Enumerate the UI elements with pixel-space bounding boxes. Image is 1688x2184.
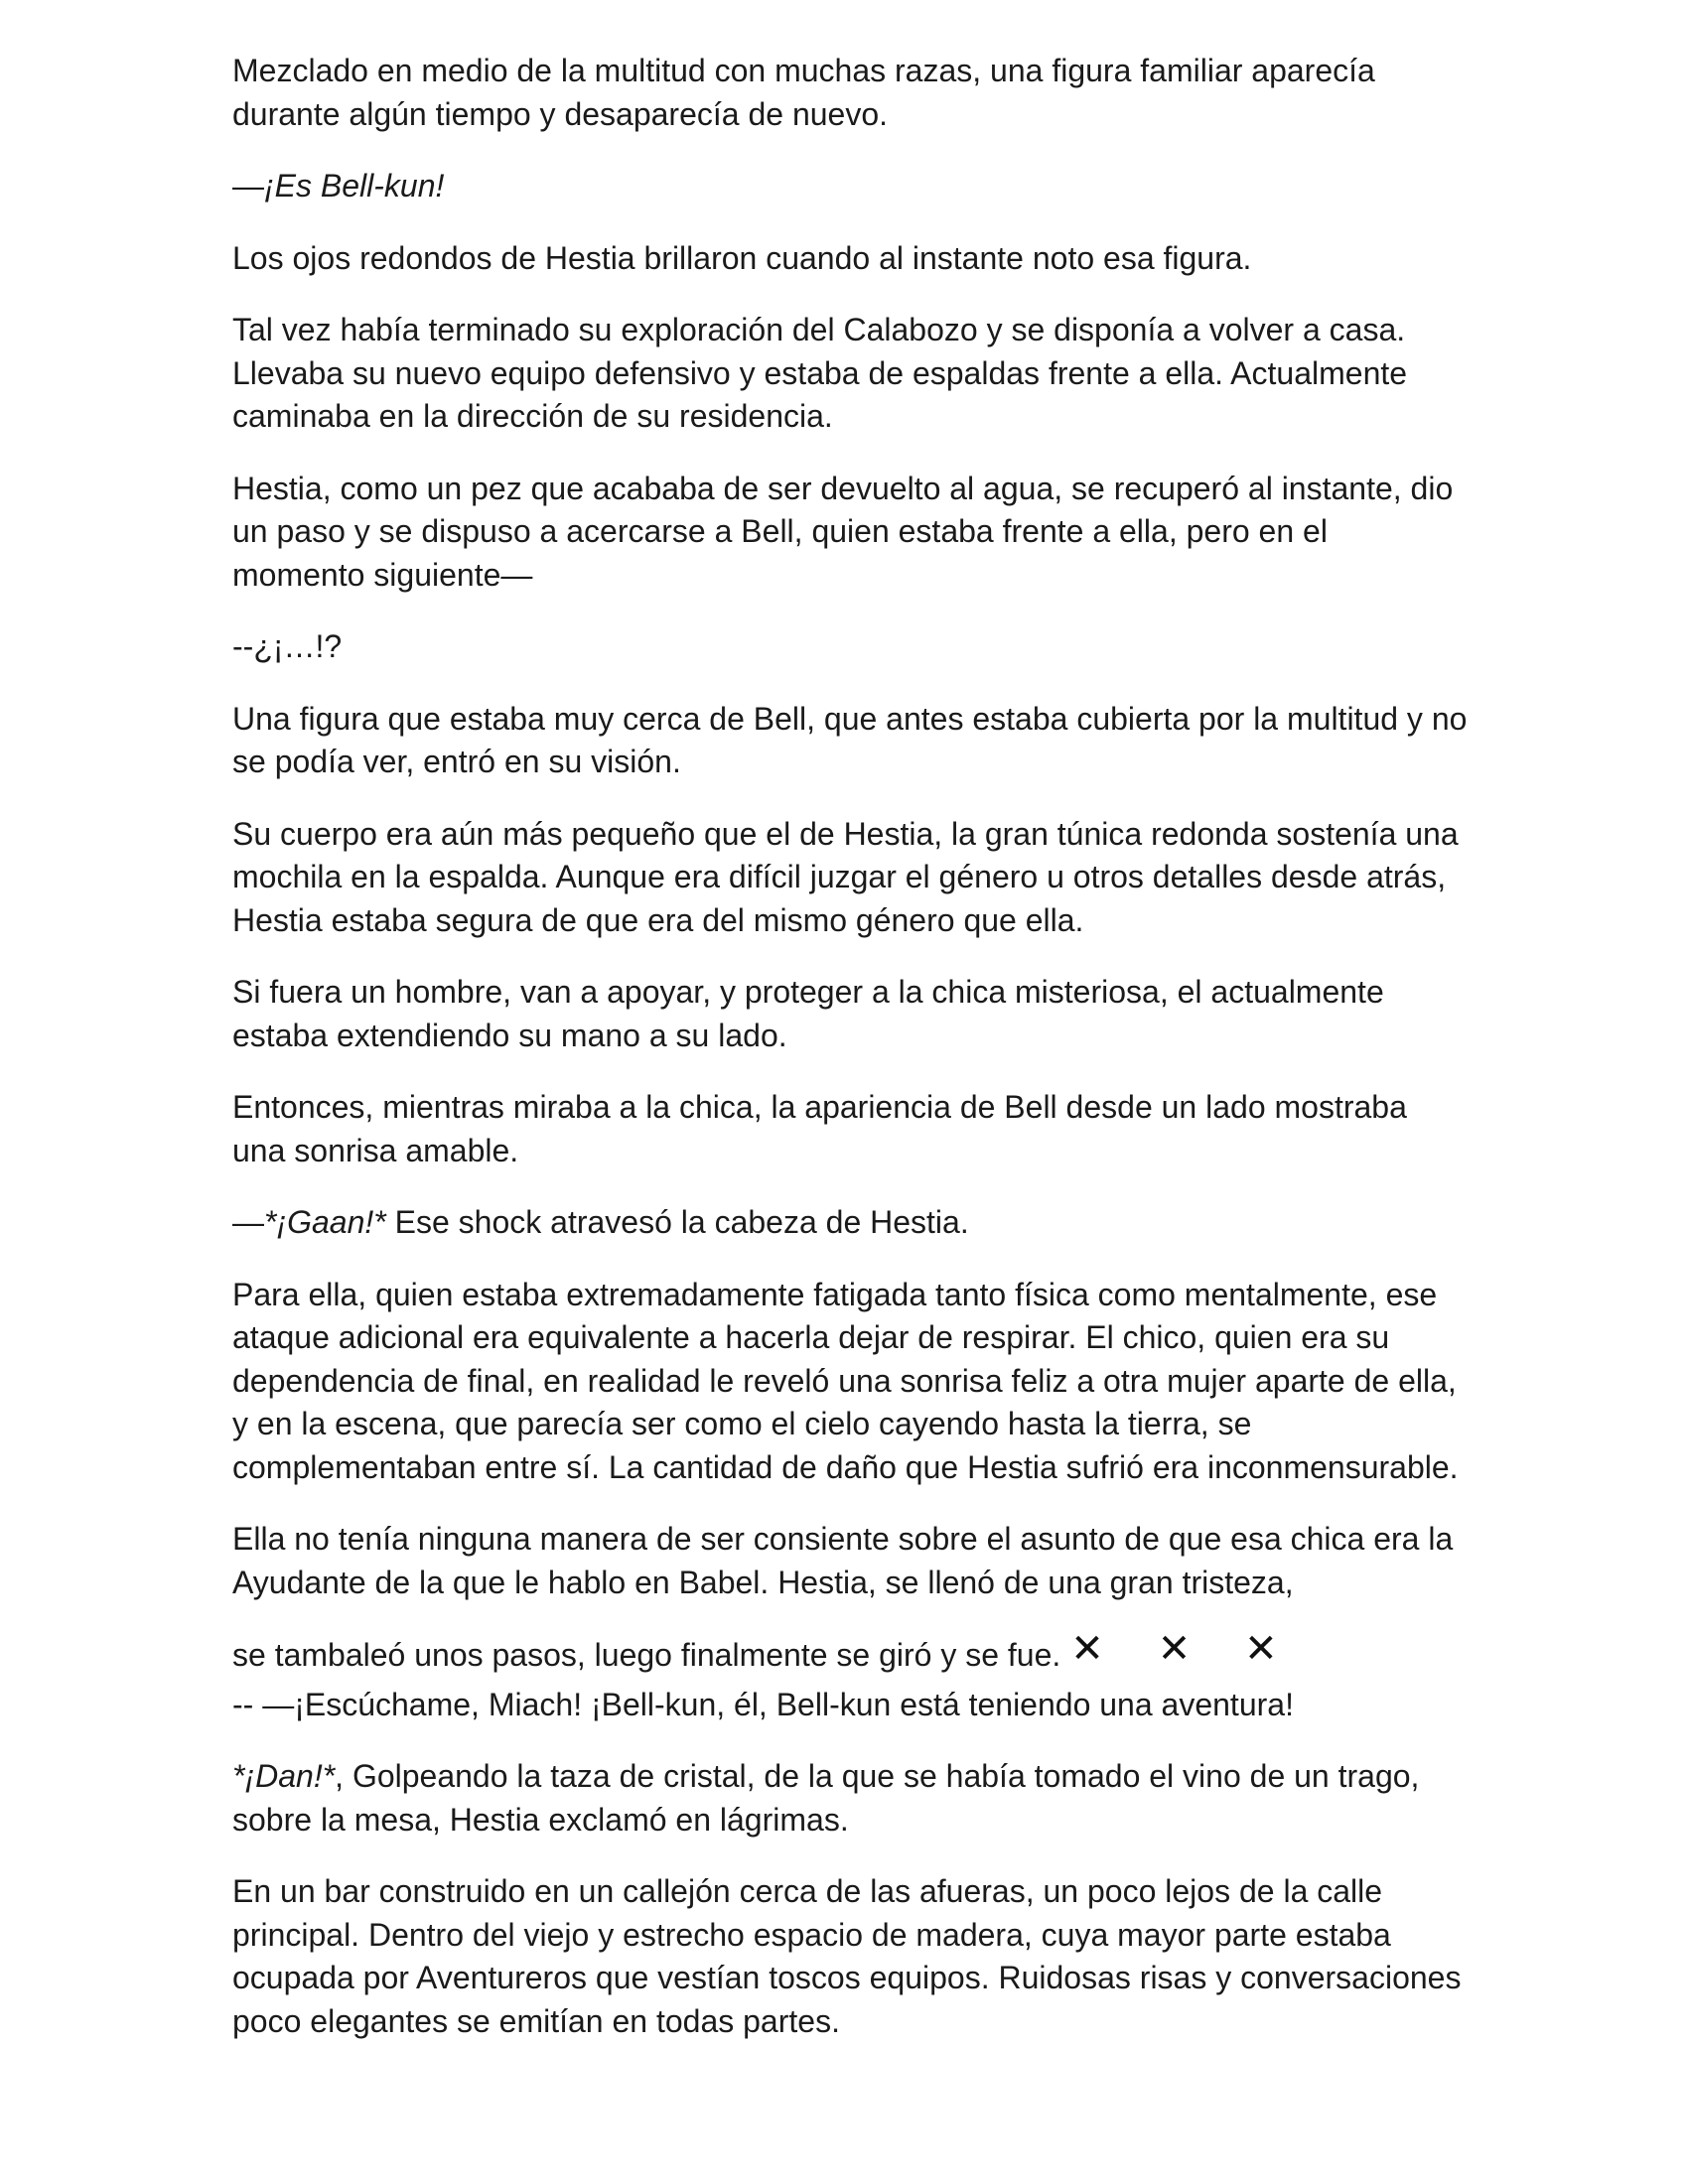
paragraph-11 — [232, 1201, 1469, 1245]
paragraph-6: --¿¡…!? — [232, 628, 343, 664]
paragraph-12: Para ella, quien estaba extremadamente fatigada tanto física como mentalmente, ese ataque adicional era equivalente a hacerla dejar de respirar. El chico, quien era su dependencia de final, en realidad le reveló una sonrisa feliz a otra mujer aparte de ella, y en la escena, que parecía ser como el cielo cayendo hasta la tierra, se complementaban entre sí. La cantidad de daño que Hestia sufrió era inconmensurable. — [232, 1276, 1459, 1485]
document-page — [232, 50, 1469, 2072]
italic-dialogue: ¡Es Bell-kun! — [264, 168, 445, 204]
paragraph-15 — [232, 1755, 1469, 1842]
paragraph-11-text: Ese shock atravesó la cabeza de Hestia. — [385, 1204, 969, 1240]
paragraph-15-text: , Golpeando la taza de cristal, de la que se había tomado el vino de un trago, sobre la mesa, Hestia exclamó en lágrimas. — [232, 1758, 1420, 1838]
paragraph-8: Su cuerpo era aún más pequeño que el de Hestia, la gran túnica redonda sostenía una mochila en la espalda. Aunque era difícil juzgar el género u otros detalles desde atrás, Hestia estaba segura de que era del mismo género que ella. — [232, 815, 1459, 938]
paragraph-9: Si fuera un hombre, van a apoyar, y proteger a la chica misteriosa, el actualmente estaba extendiendo su mano a su lado. — [232, 974, 1384, 1053]
paragraph-13-text-a: Ella no tenía ninguna manera de ser consiente sobre el asunto de que esa chica era la Ayudante de la que le hablo en Babel. Hestia, se llenó de una gran tristeza, — [232, 1521, 1454, 1600]
paragraph-1: Mezclado en medio de la multitud con muchas razas, una figura familiar aparecía durante algún tiempo y desaparecía de nuevo. — [232, 53, 1375, 132]
paragraph-14: -- —¡Escúchame, Miach! ¡Bell-kun, él, Bell-kun está teniendo una aventura! — [232, 1686, 1294, 1722]
paragraph-13 — [232, 1518, 1469, 1678]
italic-sound-effect: *¡Gaan!* — [264, 1204, 386, 1240]
paragraph-13-text-b: se tambaleó unos pasos, luego finalmente se giró y se fue. — [232, 1637, 1061, 1673]
italic-sound-effect: *¡Dan!* — [232, 1758, 336, 1794]
paragraph-7: Una figura que estaba muy cerca de Bell, que antes estaba cubierta por la multitud y no se podía ver, entró en su visión. — [232, 700, 1468, 779]
paragraph-2 — [232, 165, 1469, 208]
paragraph-4: Tal vez había terminado su exploración del Calabozo y se disponía a volver a casa. Llevaba su nuevo equipo defensivo y estaba de espaldas frente a ella. Actualmente caminaba en la dirección de su residencia. — [232, 312, 1408, 434]
em-dash: — — [232, 168, 264, 204]
paragraph-3: Los ojos redondos de Hestia brillaron cuando al instante noto esa figura. — [232, 239, 1252, 276]
paragraph-5: Hestia, como un pez que acababa de ser devuelto al agua, se recuperó al instante, dio un paso y se dispuso a acercarse a Bell, quien estaba frente a ella, pero en el momento siguiente— — [232, 470, 1454, 593]
scene-separator-icon: ✕ ✕ ✕ — [1070, 1626, 1298, 1672]
em-dash: — — [232, 1204, 264, 1240]
paragraph-16: En un bar construido en un callejón cerca de las afueras, un poco lejos de la calle principal. Dentro del viejo y estrecho espacio de madera, cuya mayor parte estaba ocupada por Aventureros que vestían toscos equipos. Ruidosas risas y conversaciones poco elegantes se emitían en todas partes. — [232, 1873, 1462, 2039]
paragraph-10: Entonces, mientras miraba a la chica, la apariencia de Bell desde un lado mostraba una sonrisa amable. — [232, 1089, 1407, 1168]
